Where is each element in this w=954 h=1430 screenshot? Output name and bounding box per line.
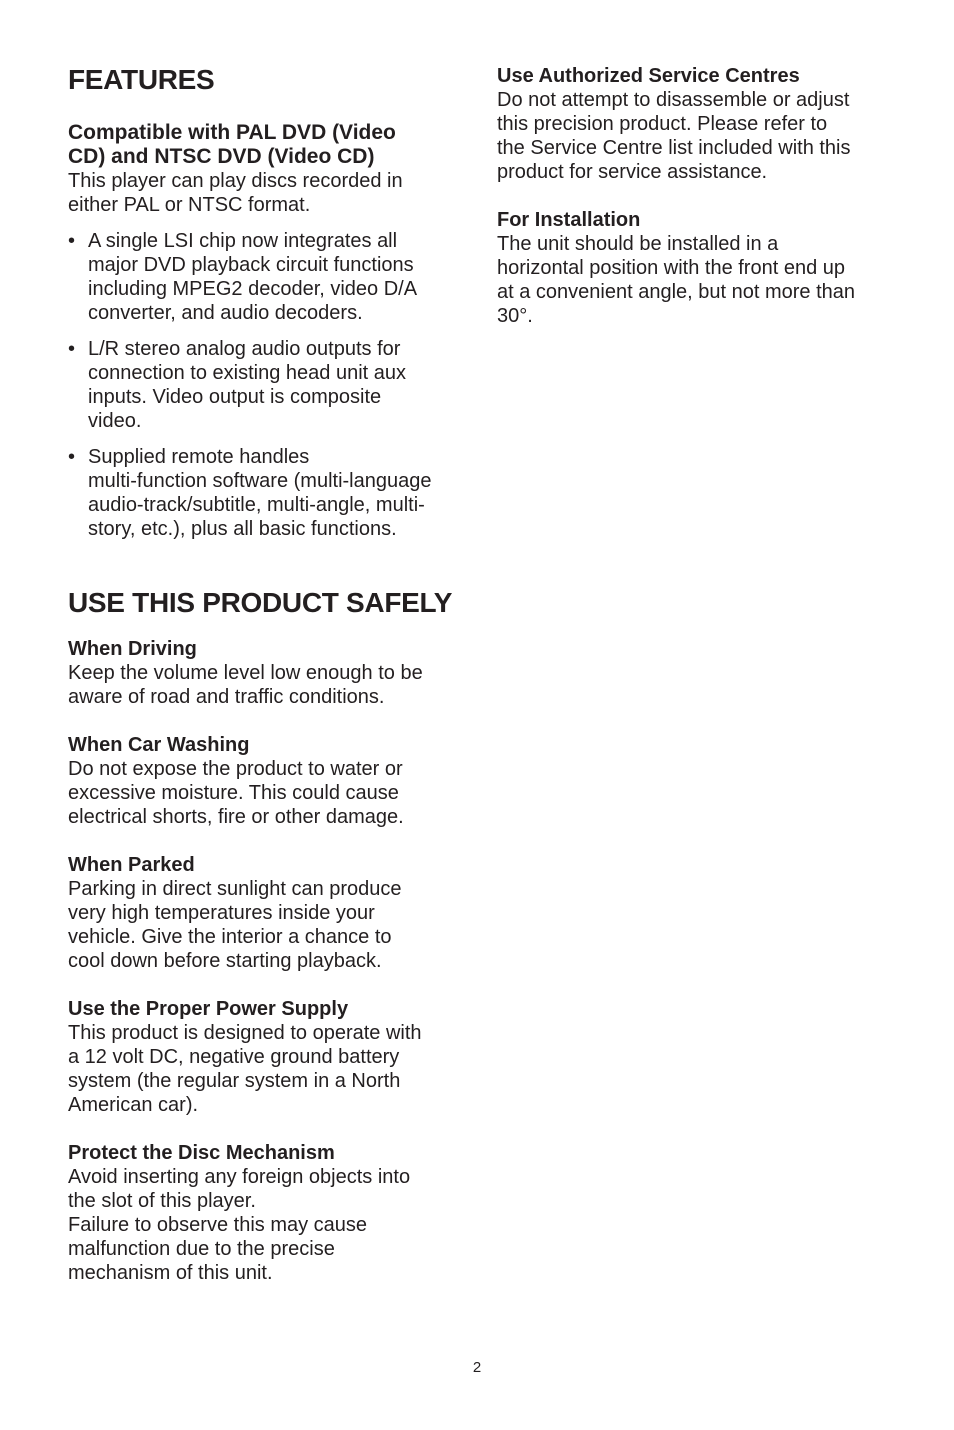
section-title: Use the Proper Power Supply [68,998,349,1020]
safety-heading: USE THIS PRODUCT SAFELY [68,587,453,618]
service-centres-section [497,64,897,184]
features-bullet-text: A single LSI chip now integrates all major DVD playback circuit functions including MPEG2 decoder, video D/A converter, and audio decoders. [88,230,418,324]
safety-section-disc-mechanism [68,1141,468,1285]
section-body: Do not attempt to disassemble or adjust this precision product. Please refer to the Service Centre list included with this product for service assistance. [497,89,851,183]
features-bullet-text: Supplied remote handles multi-function software (multi-language audio-track/subtitle, multi-angle, multi- story, etc.), plus all basic functions. [88,446,432,540]
bullet-icon: • [68,230,76,252]
section-title: When Driving [68,638,197,660]
section-title: Use Authorized Service Centres [497,65,800,87]
features-intro: This player can play discs recorded in either PAL or NTSC format. [68,170,403,216]
features-list-item [68,445,468,541]
safety-section-driving [68,637,468,709]
safety-section-power-supply [68,997,468,1117]
bullet-icon: • [68,338,76,360]
bullet-icon: • [68,446,76,468]
safety-section-car-washing [68,733,468,829]
features-heading: FEATURES [68,64,215,95]
features-list-item [68,337,468,433]
features-list [68,229,468,541]
safety-section-parked [68,853,468,973]
section-body: Keep the volume level low enough to be aware of road and traffic conditions. [68,662,423,708]
section-body: This product is designed to operate with a 12 volt DC, negative ground battery system (the regular system in a North American car). [68,1022,422,1116]
section-title: For Installation [497,209,641,231]
features-subheading: Compatible with PAL DVD (Video CD) and NTSC DVD (Video CD) [68,121,396,168]
features-bullet-text: L/R stereo analog audio outputs for connection to existing head unit aux inputs. Video output is composite video. [88,338,406,432]
section-body: Parking in direct sunlight can produce very high temperatures inside your vehicle. Give the interior a chance to cool down before starting playback. [68,878,402,972]
section-body: Avoid inserting any foreign objects into the slot of this player. Failure to observe this may cause malfunction due to the precise mechanism of this unit. [68,1166,411,1284]
installation-section [497,208,897,328]
left-column [68,64,468,1309]
section-title: When Parked [68,854,195,876]
right-column [497,64,897,352]
section-body: The unit should be installed in a horizontal position with the front end up at a convenient angle, but not more than 30°. [497,233,856,327]
page-number: 2 [472,1359,482,1376]
section-body: Do not expose the product to water or excessive moisture. This could cause electrical shorts, fire or other damage. [68,758,404,828]
section-title: When Car Washing [68,734,250,756]
features-list-item [68,229,468,325]
section-title: Protect the Disc Mechanism [68,1142,335,1164]
